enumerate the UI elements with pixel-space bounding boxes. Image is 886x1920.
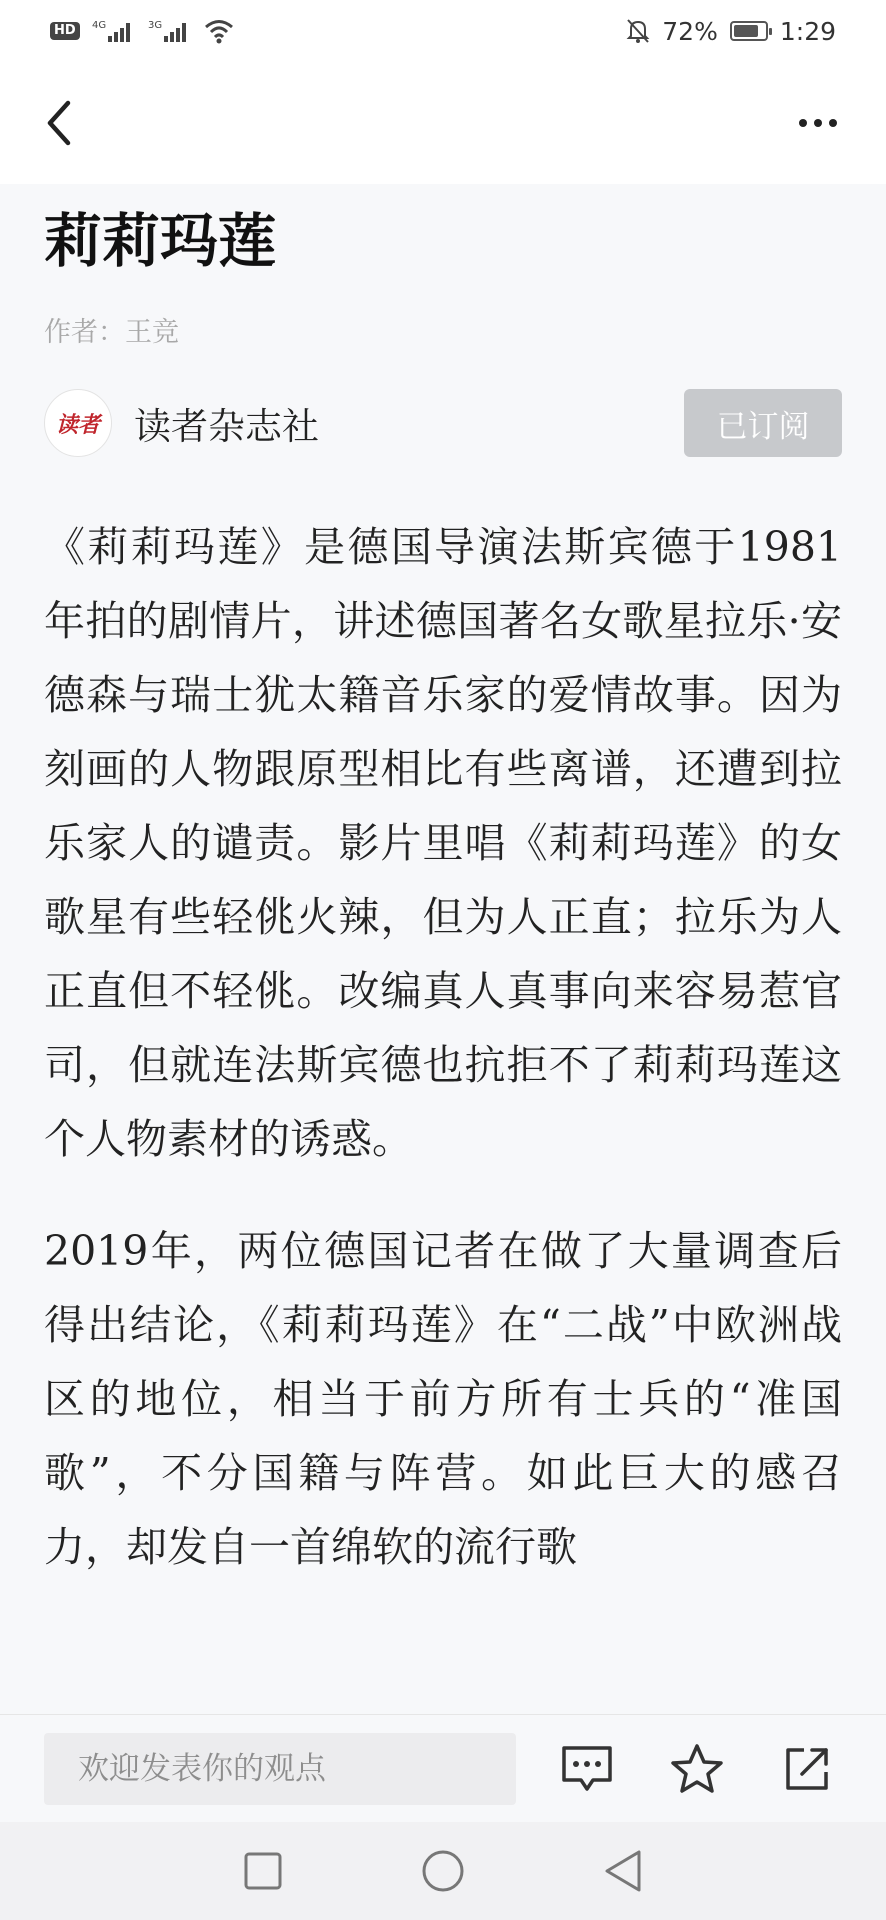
battery-level <box>734 25 758 37</box>
signal-4g-icon <box>92 18 136 44</box>
publisher-row <box>44 388 842 458</box>
clock: 1:29 <box>779 16 836 46</box>
article-title: 莉莉玛莲 <box>44 207 277 275</box>
battery-percent: 72% <box>662 16 718 46</box>
status-bar <box>0 0 886 62</box>
comment-icon <box>560 1744 614 1794</box>
author-line: 作者：王竞 <box>44 317 179 348</box>
back-button[interactable] <box>44 93 94 153</box>
more-dot <box>814 119 822 127</box>
back-triangle-icon <box>603 1849 643 1893</box>
more-button[interactable] <box>788 103 848 143</box>
chevron-left-icon <box>44 99 74 147</box>
recent-apps-button[interactable] <box>238 1846 288 1896</box>
system-back-button[interactable] <box>598 1846 648 1896</box>
comment-button[interactable] <box>560 1742 614 1796</box>
recent-apps-icon <box>244 1852 282 1890</box>
svg-text:3G: 3G <box>147 20 162 31</box>
article-content[interactable] <box>0 184 886 1714</box>
share-icon <box>782 1744 832 1794</box>
status-left <box>50 18 234 44</box>
star-icon <box>670 1743 724 1795</box>
more-dots-icon <box>799 119 807 127</box>
nav-bar <box>0 62 886 184</box>
comment-input[interactable] <box>44 1733 516 1805</box>
wifi-icon <box>204 18 234 44</box>
publisher-info[interactable] <box>44 389 319 457</box>
favorite-button[interactable] <box>670 1742 724 1796</box>
comment-bar <box>0 1714 886 1822</box>
subscribed-button[interactable]: 已订阅 <box>684 389 842 457</box>
battery-icon <box>730 21 768 41</box>
mute-bell-icon <box>626 18 650 44</box>
share-button[interactable] <box>780 1742 834 1796</box>
action-icons <box>560 1742 834 1796</box>
more-dot <box>829 119 837 127</box>
article-paragraph: 2019年，两位德国记者在做了大量调查后得出结论，《莉莉玛莲》在“二战”中欧洲战区的地位，相当于前方所有士兵的“准国歌”，不分国籍与阵营。如此巨大的感召力，却发自一首绵软的流行歌 <box>44 1227 842 1571</box>
svg-text:4G: 4G <box>91 20 106 31</box>
system-nav-bar <box>0 1822 886 1920</box>
publisher-name[interactable]: 读者杂志社 <box>134 405 319 448</box>
article-paragraph: 《莉莉玛莲》是德国导演法斯宾德于1981年拍的剧情片，讲述德国著名女歌星拉乐·安德森与瑞士犹太籍音乐家的爱情故事。因为刻画的人物跟原型相比有些离谱，还遭到拉乐家人的谴责。影片里唱《莉莉玛莲》的女歌星有些轻佻火辣，但为人正直；拉乐为人正直但不轻佻。改编真人真事向来容易惹官司，但就连法斯宾德也抗拒不了莉莉玛莲这个人物素材的诱惑。 <box>44 523 842 1163</box>
hd-badge: HD <box>50 22 80 40</box>
publisher-logo[interactable]: 读者 <box>44 389 112 457</box>
status-right <box>626 17 836 46</box>
home-icon <box>421 1849 465 1893</box>
home-button[interactable] <box>418 1846 468 1896</box>
signal-3g-icon <box>148 18 192 44</box>
